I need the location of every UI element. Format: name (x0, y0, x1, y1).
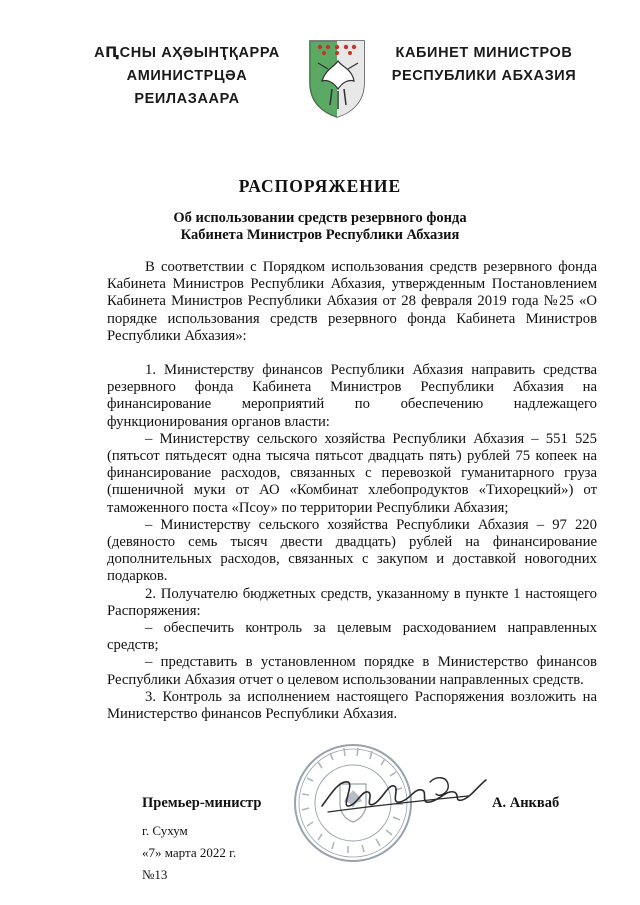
item-3-paragraph: 3. Контроль за исполнением настоящего Распоряжения возложить на Министерство финансов Республики Абхазия. (107, 688, 597, 723)
handwritten-signature-icon (318, 772, 490, 822)
document-number: №13 (142, 867, 168, 882)
preamble-paragraph: В соответствии с Порядком использования средств резервного фонда Кабинета Министров Республики Абхазия, утвержденным Постановлением Кабинета Министров Республики Абхазия от 28 февраля 2019 года №25 «О порядке использования средств резервного фонда Кабинета Министров Республики Абхазия»: (107, 259, 597, 344)
abkhazia-coat-of-arms-icon (308, 39, 366, 119)
header-right-line2: РЕСПУБЛИКИ АБХАЗИЯ (391, 68, 577, 84)
item-2-paragraph: 2. Получателю бюджетных средств, указанному в пункте 1 настоящего Распоряжения: (107, 585, 597, 619)
signatory-name: А. Анкваб (492, 795, 560, 811)
header-right-line1: КАБИНЕТ МИНИСТРОВ (395, 45, 573, 61)
header-right (384, 42, 584, 88)
item-2b-paragraph: – представить в установленном порядке в Министерство финансов Республики Абхазия отчет о целевом использовании направленных средств. (107, 654, 597, 688)
subtitle-line1: Об использовании средств резервного фонда (173, 210, 467, 226)
item-2a-paragraph: – обеспечить контроль за целевым расходованием направленных средств; (107, 620, 597, 654)
item-1-paragraph: 1. Министерству финансов Республики Абхазия направить средства резервного фонда Кабинета Министров Республики Абхазия на финансирование мероприятий по обеспечению надлежащего функционирования органов власти: (107, 362, 597, 430)
header-left (82, 42, 292, 111)
document-subtitle (100, 210, 540, 244)
document-body (107, 259, 597, 723)
subtitle-line2: Кабинета Министров Республики Абхазия (180, 227, 460, 243)
item-1a-paragraph: – Министерству сельского хозяйства Республики Абхазия – 551 525 (пятьсот пятьдесят одна тысяча пятьсот двадцать пять) рублей 75 копеек на финансирование расходов, связанных с перевозкой гуманитарного груза (пшеничной муки от АО «Комбинат хлебопродуктов «Тихорецкий») от таможенного поста «Псоу» по территории Республики Абхазия; (107, 430, 597, 516)
issue-city: г. Сухум (142, 823, 188, 838)
header-left-line1: АԤСНЫ АҲӘЫНҬҚАРРА (94, 45, 280, 61)
header-left-line2: АМИНИСТРЦӘА РЕИЛАЗААРА (126, 68, 248, 107)
issue-date: «7» марта 2022 г. (142, 845, 237, 860)
document-title: РАСПОРЯЖЕНИЕ (238, 176, 402, 196)
signatory-role: Премьер-министр (142, 795, 262, 811)
item-1b-paragraph: – Министерству сельского хозяйства Республики Абхазия – 97 220 (девяносто семь тысяч двести двадцать) рублей на финансирование дополнительных расходов, связанных с закупом и доставкой новогодних подарков. (107, 516, 597, 585)
